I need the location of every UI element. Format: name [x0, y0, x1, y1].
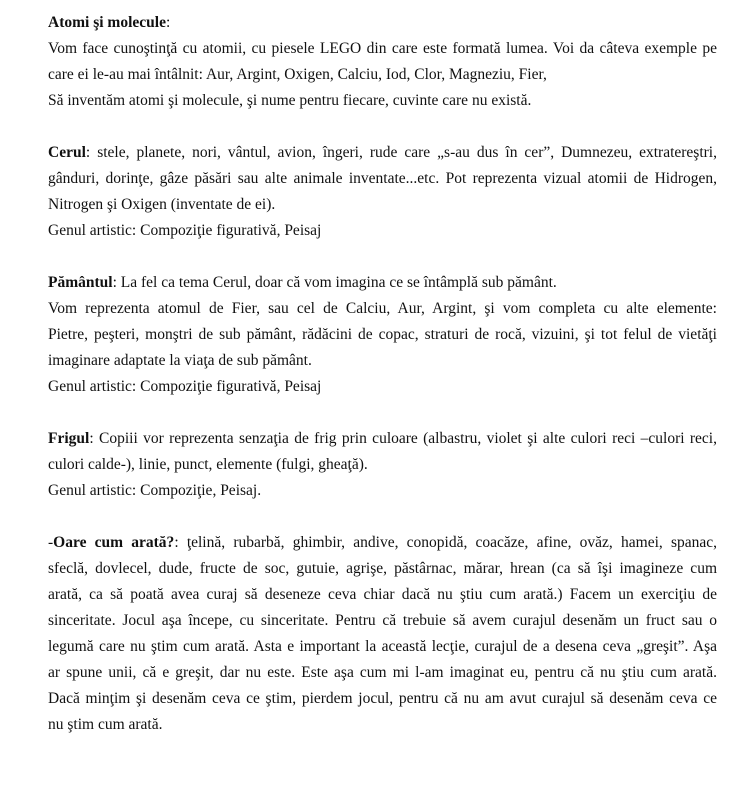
paragraph-line: sinceritate. Jocul aşa începe, cu sinceritate. Pentru că trebuie să avem curajul desenăm un fruct sau o: [48, 612, 717, 629]
paragraph-line: -Oare cum arată?: ţelină, rubarbă, ghimbir, andive, conopidă, coacăze, afine, ovăz, hamei, spanac,: [48, 534, 717, 551]
genre-line: Genul artistic: Compoziţie figurativă, Peisaj: [48, 222, 322, 239]
section-title: Cerul: [48, 144, 86, 161]
paragraph-line: Să inventăm atomi şi molecule, şi nume pentru fiecare, cuvinte care nu există.: [48, 92, 532, 109]
paragraph-line: Vom face cunoştinţă cu atomii, cu piesele LEGO din care este formată lumea. Voi da câteva exemple pe: [48, 40, 717, 57]
paragraph-line: Cerul: stele, planete, nori, vântul, avion, îngeri, rude care „s-au dus în cer”, Dumnezeu, extratereştri,: [48, 144, 717, 161]
paragraph-line: Vom reprezenta atomul de Fier, sau cel de Calciu, Aur, Argint, şi vom completa cu alte elemente:: [48, 300, 717, 317]
section-title: Frigul: [48, 430, 90, 447]
section-heading-line: Atomi şi molecule:: [48, 14, 171, 31]
paragraph-line: arată, ca să poată avea curaj să deseneze ceva chiar dacă nu ştiu cum arată.) Facem un exerciţiu de: [48, 586, 717, 603]
paragraph-line: culori calde-), linie, punct, elemente (fulgi, gheaţă).: [48, 456, 368, 473]
section-title: Oare cum arată?: [53, 534, 175, 551]
paragraph-line: imaginare adaptate la viaţa de sub pământ.: [48, 352, 312, 369]
paragraph-line: Frigul: Copiii vor reprezenta senzaţia de frig prin culoare (albastru, violet şi alte culori reci –culori reci,: [48, 430, 717, 447]
section-title: Pământul: [48, 274, 113, 291]
paragraph-line: care ei le-au mai întâlnit: Aur, Argint, Oxigen, Calciu, Iod, Clor, Magneziu, Fier,: [48, 66, 547, 83]
section-atomi: [48, 10, 717, 114]
paragraph-line: legumă care nu ştim cum arată. Asta e important la această lecţie, curajul de a desena ceva „greşit”. Aşa: [48, 638, 717, 655]
genre-line: Genul artistic: Compoziţie, Peisaj.: [48, 482, 262, 499]
paragraph-line: ar spune unii, că e greşit, dar nu este. Este aşa cum mi l-am imaginat eu, pentru că nu ştiu cum arată.: [48, 664, 717, 681]
section-title: Atomi şi molecule: [48, 14, 166, 31]
section-frigul: [48, 426, 717, 504]
paragraph-line: Dacă minţim şi desenăm ceva ce ştim, pierdem jocul, pentru că nu am avut curajul să desenăm ceva ce: [48, 690, 717, 707]
genre-line: Genul artistic: Compoziţie figurativă, Peisaj: [48, 378, 322, 395]
paragraph-line: nu ştim cum arată.: [48, 716, 163, 733]
paragraph-line: Pământul: La fel ca tema Cerul, doar că vom imagina ce se întâmplă sub pământ.: [48, 274, 557, 291]
paragraph-line: gânduri, dorinţe, gâze păsări sau alte animale inventate...etc. Pot reprezenta vizual atomii de Hidrogen,: [48, 170, 717, 187]
paragraph-line: Pietre, peşteri, monştri de sub pământ, rădăcini de copac, straturi de rocă, vizuini, şi tot felul de vietăţi: [48, 326, 717, 343]
section-oare-cum-arata: [48, 530, 717, 738]
paragraph-line: Nitrogen şi Oxigen (inventate de ei).: [48, 196, 276, 213]
paragraph-line: sfeclă, dovlecel, dude, fructe de soc, gutuie, agrişe, păstârnac, mărar, hrean (ca să îşi imagineze cum: [48, 560, 717, 577]
section-cerul: [48, 140, 717, 244]
section-pamantul: [48, 270, 717, 400]
